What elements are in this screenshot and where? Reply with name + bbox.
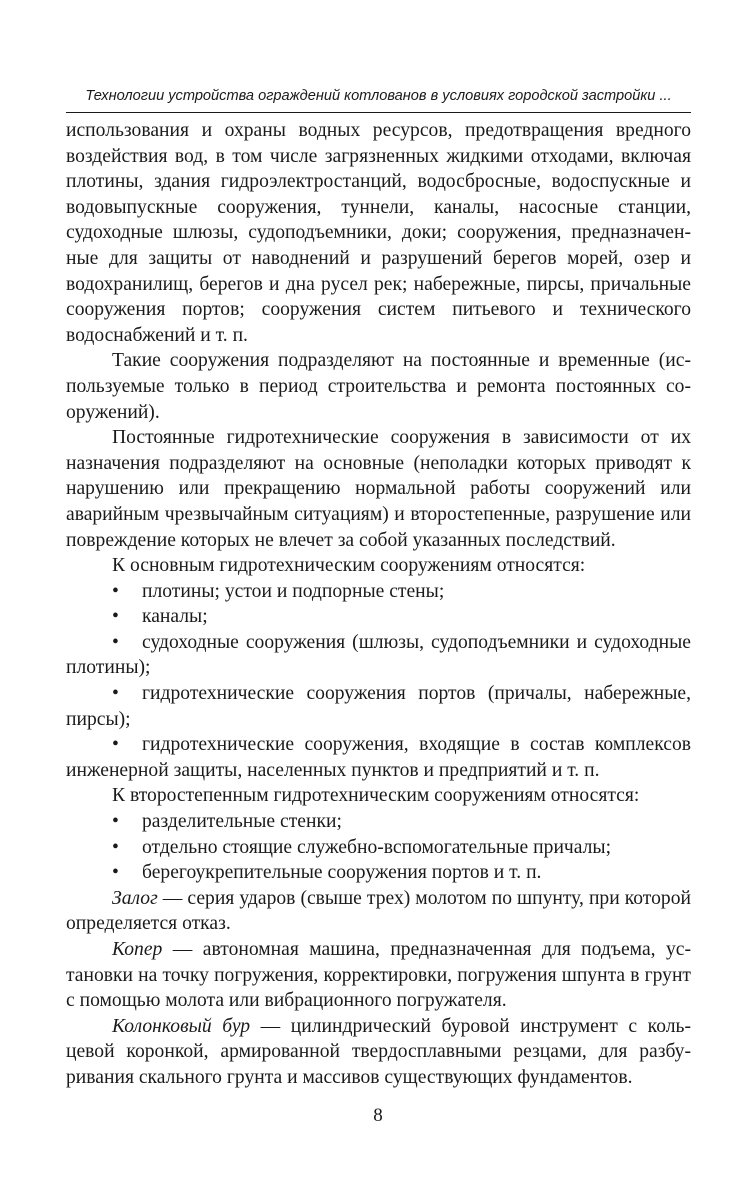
list-item: • берегоукрепительные сооружения портов и т. п. (66, 860, 691, 886)
definition-term: Залог (112, 887, 158, 909)
paragraph-continuation: использования и охраны водных ресурсов, предотвращения вредного воздействия вод, в том числе загрязненных жидкими отходами, включая плотины, здания гидроэлектростанций, водосбросные, водоспускные и водовыпускные сооружения, туннели, каналы, насосные станции, судоходные шлюзы, судоподъемники, доки; сооружения, предназначенные для защиты от наводнений и разрушений берегов морей, озер и водохранилищ, берегов и дна русел рек; набережные, пирсы, причальные сооружения портов; сооружения систем питьевого и технического водоснабжений и т. п. (66, 120, 691, 346)
list-item: • разделительные стенки; (66, 809, 691, 835)
bullet-icon: • (112, 606, 119, 628)
list-item: • каналы; (66, 604, 691, 630)
bullet-icon: • (112, 631, 119, 653)
definition-kolonkovy-bur (66, 1014, 691, 1091)
bullet-icon: • (112, 580, 119, 602)
main-structures-intro: К основным гидротехническим сооружениям относятся: (112, 555, 586, 577)
bullet-icon: • (112, 734, 119, 756)
definition-zalog (66, 886, 691, 937)
running-header: Технологии устройства ограждений котлованов в условиях городской застройки ... (85, 88, 672, 104)
definition-term: Колонковый бур (112, 1015, 251, 1037)
bullet-icon: • (112, 836, 119, 858)
list-item: • судоходные сооружения (шлюзы, судоподъемники и судоходные плотины); (66, 631, 691, 679)
header-rule (66, 112, 691, 113)
definition-text: — цилиндрический буровой инструмент с кольцевой коронкой, армированной твердосплавными резцами, для разбуривания скального грунта и массивов существующих фундаментов. (66, 1015, 691, 1088)
definition-text: — автономная машина, предназначенная для подъема, установки на точку погружения, корректировки, погружения шпунта в грунт с помощью молота или вибрационного погружателя. (66, 939, 691, 1012)
page-number: 8 (373, 1105, 383, 1126)
definition-term: Копер (112, 939, 163, 960)
paragraph-permanent-structures: Постоянные гидротехнические сооружения в зависимости от их назначения подразделяют на основные (неполадки которых приводят к нарушению или прекращению нормальной работы сооружений или аварийным чрезвычайным ситуациям) и второстепенные, разрушение или повреждение которых не влечет за собой указанных последствий. (66, 427, 691, 551)
secondary-structures-intro: К второстепенным гидротехническим сооружениям относятся: (112, 785, 640, 807)
bullet-icon: • (112, 862, 119, 884)
list-item: • гидротехнические сооружения, входящие в состав комплексов инженерной защиты, населенных пунктов и предприятий и т. п. (66, 734, 691, 781)
list-item: • отдельно стоящие служебно-вспомогательные причалы; (66, 835, 691, 861)
list-item: • гидротехнические сооружения портов (причалы, набережные, пирсы); (66, 683, 691, 730)
paragraph-classification: Такие сооружения подразделяют на постоянные и временные (используемые только в период строительства и ремонта постоянных сооружений). (66, 350, 691, 423)
list-item: • плотины; устои и подпорные стены; (66, 579, 691, 605)
bullet-icon: • (112, 683, 119, 705)
definition-koper (66, 937, 691, 1014)
body-text (66, 118, 691, 1091)
definition-text: — серия ударов (свыше трех) молотом по шпунту, при которой определяется отказ. (66, 887, 691, 935)
bullet-icon: • (112, 811, 119, 833)
